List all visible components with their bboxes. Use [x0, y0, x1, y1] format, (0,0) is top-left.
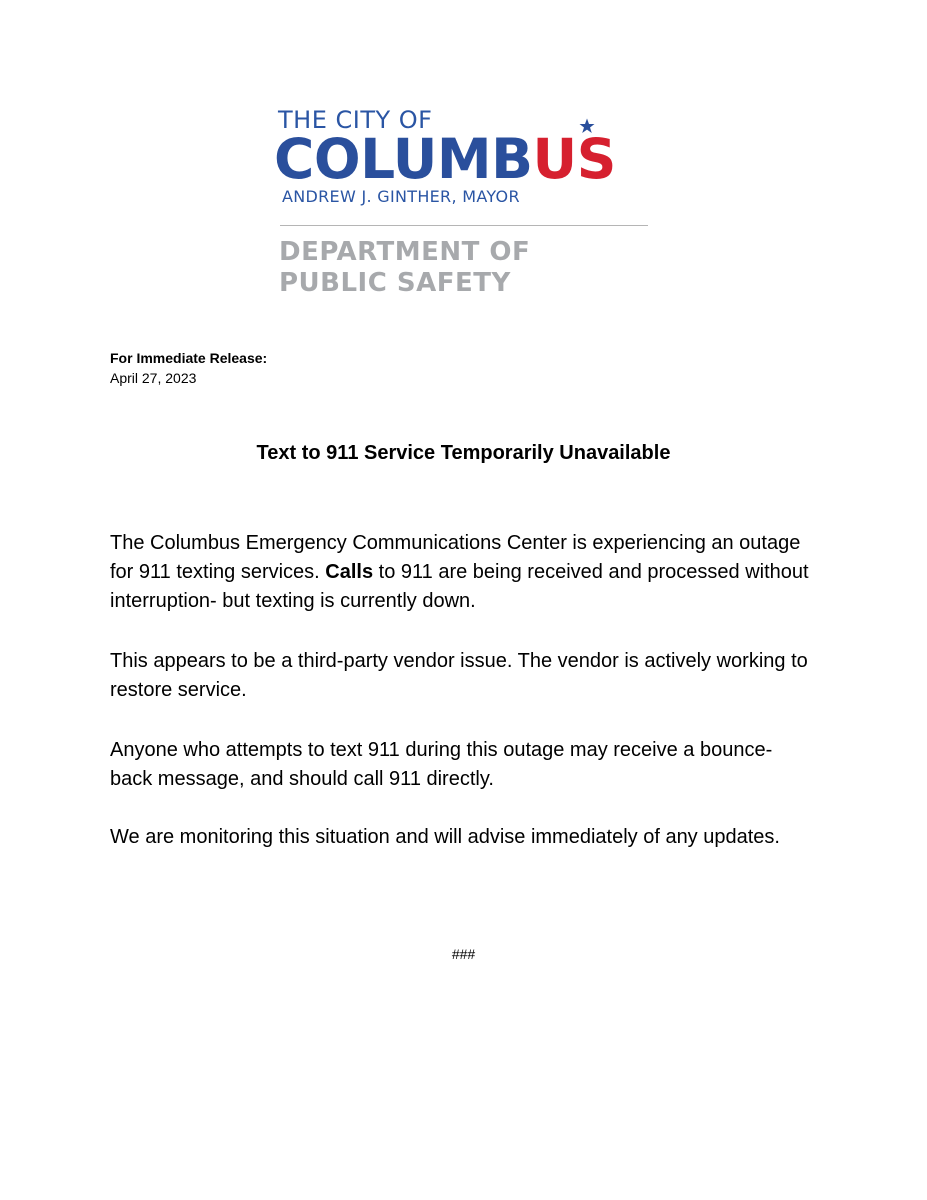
logo-divider [280, 225, 648, 226]
logo-city-of-text: THE CITY OF [278, 106, 433, 134]
star-icon [579, 118, 595, 134]
body-paragraph-3: Anyone who attempts to text 911 during this outage may receive a bounce-back message, and should call 911 directly. [110, 739, 773, 790]
press-release-headline: Text to 911 Service Temporarily Unavailable [256, 442, 671, 464]
body-paragraph-1-part1: The Columbus Emergency Communications Center is experiencing an outage for 911 texting services. [110, 532, 801, 583]
logo-mayor-text: ANDREW J. GINTHER, MAYOR [282, 187, 520, 206]
body-paragraph-2: This appears to be a third-party vendor issue. The vendor is actively working to restore service. [110, 650, 808, 701]
body-paragraph-1-part2: to 911 are being received and processed without interruption- but texting is currently down. [110, 561, 809, 612]
logo-columbus-blue: COLUMB [274, 127, 533, 191]
body-paragraph-4: We are monitoring this situation and will advise immediately of any updates. [110, 826, 780, 848]
end-of-release-mark: ### [451, 946, 476, 962]
logo-department-text: DEPARTMENT OF [279, 237, 531, 267]
logo-columbus-red: US [532, 127, 616, 191]
release-label: For Immediate Release: [110, 350, 268, 366]
city-of-columbus-logo [274, 100, 654, 300]
body-paragraph-1 [110, 529, 810, 616]
release-date: April 27, 2023 [110, 370, 197, 386]
logo-columbus-text [274, 128, 616, 190]
body-paragraph-1-bold: Calls [325, 561, 374, 583]
logo-public-safety-text: PUBLIC SAFETY [279, 268, 511, 298]
